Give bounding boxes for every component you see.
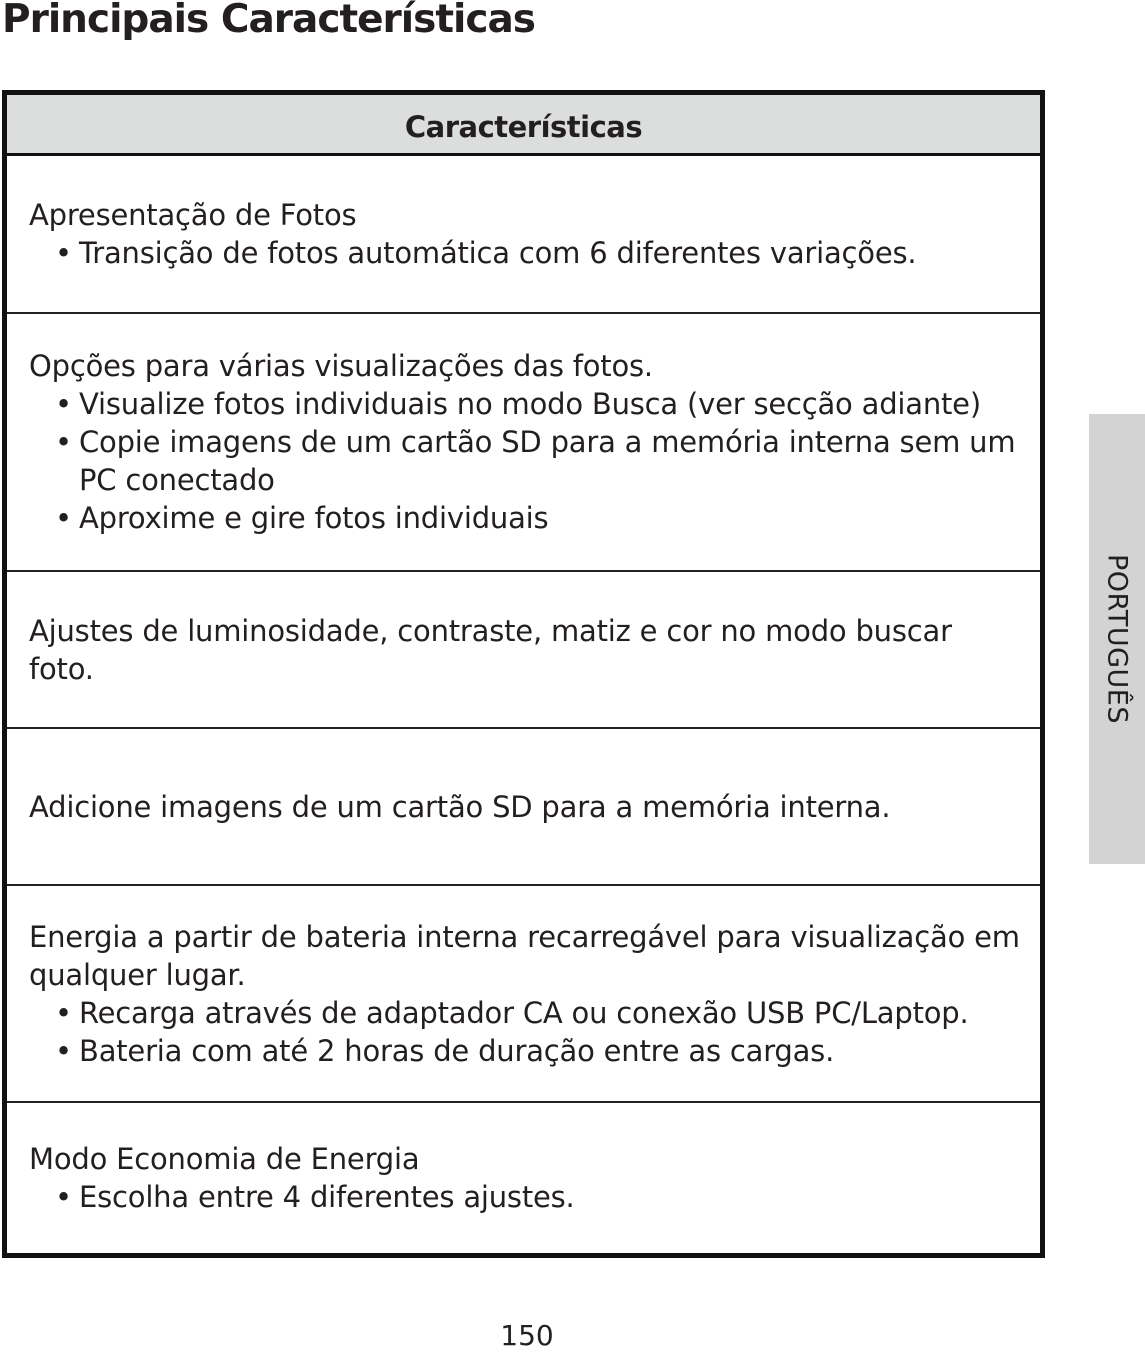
row-title: Ajustes de luminosidade, contraste, matiz e cor no modo buscar foto. (29, 613, 952, 686)
bullet-list (29, 994, 1024, 1070)
bullet-item: • Transição de fotos automática com 6 diferentes variações. (29, 234, 1024, 272)
feature-row-add-images (7, 729, 1040, 886)
bullet-list (29, 385, 1024, 537)
bullet-list (29, 1178, 1024, 1216)
bullet-item: • Recarga através de adaptador CA ou conexão USB PC/Laptop. (29, 994, 1024, 1032)
table-header: Características (7, 95, 1040, 156)
language-side-tab (1089, 414, 1145, 864)
row-title: Opções para várias visualizações das fotos. (29, 349, 653, 383)
bullet-list (29, 234, 1024, 272)
feature-row-adjustments (7, 572, 1040, 729)
feature-row-battery (7, 886, 1040, 1103)
row-title: Energia a partir de bateria interna recarregável para visualização em qualquer lugar. (29, 919, 1020, 992)
feature-row-power-save (7, 1103, 1040, 1253)
row-title: Apresentação de Fotos (29, 198, 357, 232)
bullet-item: • Bateria com até 2 horas de duração entre as cargas. (29, 1032, 1024, 1070)
bullet-item: • Visualize fotos individuais no modo Busca (ver secção adiante) (29, 385, 1024, 423)
bullet-item: • Copie imagens de um cartão SD para a memória interna sem um PC conectado (29, 423, 1024, 499)
feature-row-slideshow (7, 156, 1040, 314)
feature-row-view-options (7, 314, 1040, 572)
page-title: Principais Características (2, 0, 536, 42)
row-title: Adicione imagens de um cartão SD para a memória interna. (29, 789, 891, 824)
page-number: 150 (500, 1319, 554, 1352)
bullet-item: • Aproxime e gire fotos individuais (29, 499, 1024, 537)
features-table (2, 90, 1045, 1258)
bullet-item: • Escolha entre 4 diferentes ajustes. (29, 1178, 1024, 1216)
language-tab-label: PORTUGUÊS (1101, 554, 1133, 724)
row-title: Modo Economia de Energia (29, 1142, 420, 1176)
